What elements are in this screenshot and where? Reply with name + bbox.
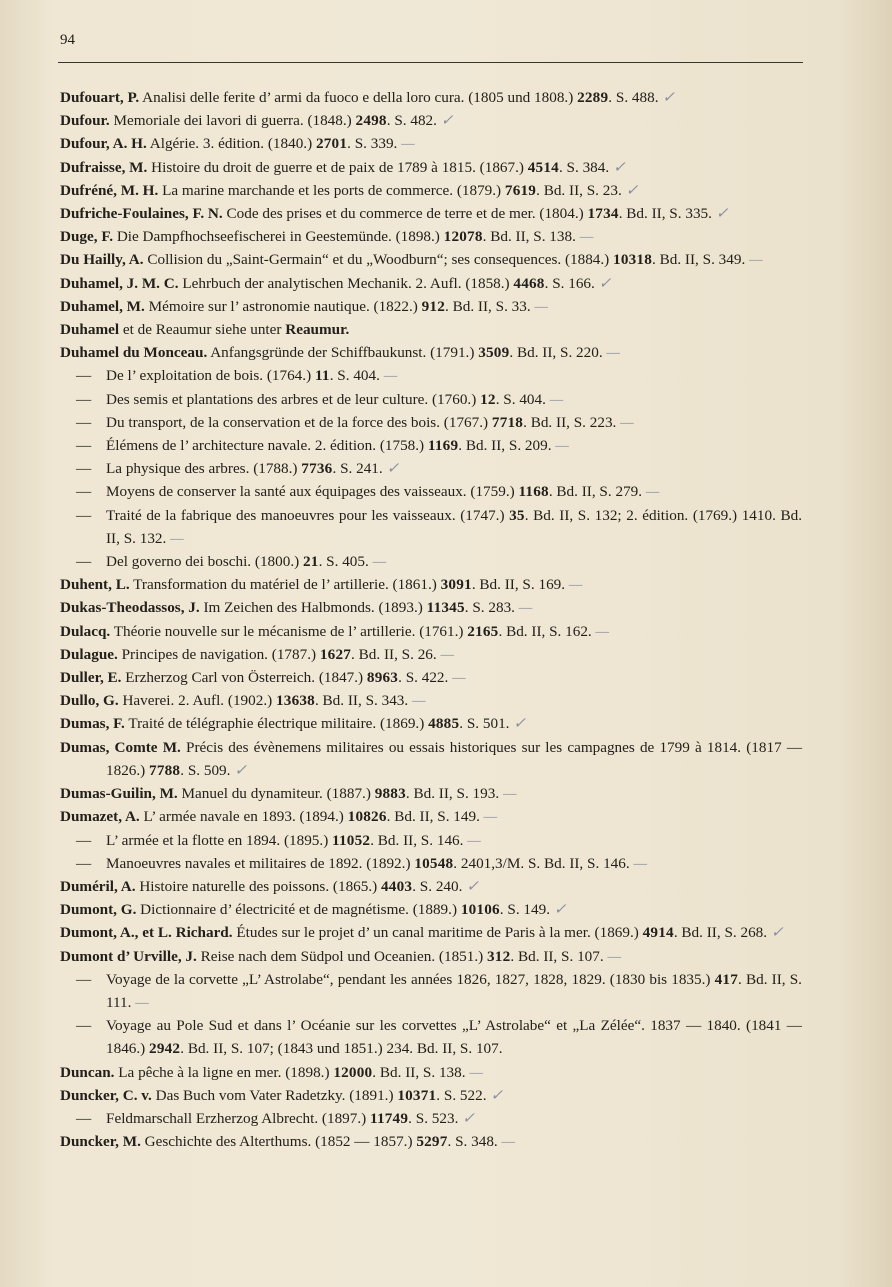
index-entry: [60, 945, 802, 968]
author-name: Du Hailly, A.: [60, 251, 144, 269]
entry-title: L’ armée et la flotte en 1894. (1895.): [106, 831, 333, 849]
entry-title: Algérie. 3. édition. (1840.): [146, 135, 316, 153]
page-reference: . S. 501.: [459, 715, 510, 733]
entry-title: Erzherzog Carl von Österreich. (1847.): [121, 669, 367, 687]
pencil-check-mark: —: [607, 947, 620, 965]
index-entry: [60, 1061, 802, 1084]
pencil-check-mark: ✓: [770, 924, 783, 942]
page-reference: . S. 488.: [608, 89, 659, 106]
page-reference: . S. 404.: [495, 390, 546, 408]
author-name: Duncan.: [60, 1063, 115, 1081]
index-entries: [60, 86, 802, 1153]
pencil-check-mark: —: [483, 808, 497, 826]
page-reference: . S. 241.: [332, 460, 383, 478]
entry-title: La physique des arbres. (1788.): [106, 460, 302, 478]
index-entry: [60, 132, 802, 155]
page-reference: . Bd. II, S. 146.: [370, 831, 464, 849]
index-entry: [60, 341, 802, 364]
catalog-number: 7718: [491, 413, 524, 431]
pencil-check-mark: ✓: [513, 715, 526, 733]
index-entry: [60, 86, 802, 109]
author-name: Duhent, L.: [60, 576, 130, 594]
catalog-number: 2498: [355, 112, 387, 130]
index-entry: [60, 921, 802, 944]
ditto-dash: —: [76, 437, 92, 455]
pencil-check-mark: —: [620, 413, 633, 431]
header-rule: [58, 62, 803, 63]
page-reference: . S. 240.: [412, 877, 463, 895]
index-entry: [60, 875, 802, 898]
sub-entry: [60, 550, 802, 573]
page-reference: . Bd. II, S. 138.: [482, 228, 576, 246]
entry-title: Voyage de la corvette „L’ Astrolabe“, pendant les années 1826, 1827, 1828, 1829. (1830 bis 1835.): [106, 970, 715, 988]
page-reference: . S. 422.: [398, 669, 449, 687]
page-reference: . Bd. II, S. 149.: [386, 808, 480, 826]
entry-title: Das Buch vom Vater Radetzky. (1891.): [151, 1086, 398, 1104]
author-name: Dumas, Comte M.: [60, 738, 181, 756]
catalog-number: 11345: [426, 599, 465, 617]
pencil-check-mark: —: [534, 297, 547, 315]
sub-entry: [60, 411, 802, 434]
index-entry: [60, 712, 802, 735]
index-entry: [60, 620, 802, 643]
entry-title: Précis des évènemens militaires ou essais historiques sur les campagnes de 1799 à 1814. (1817 — 1826.): [106, 738, 803, 779]
page-reference: . Bd. II, S. 162.: [498, 622, 592, 640]
page-reference: . Bd. II, S. 193.: [405, 785, 500, 803]
index-entry: [60, 295, 802, 318]
cross-reference: Reaumur.: [285, 321, 350, 339]
catalog-number: 1168: [518, 483, 549, 501]
catalog-number: 2165: [467, 622, 499, 640]
sub-entry: [60, 388, 802, 411]
catalog-number: 1169: [427, 437, 459, 455]
entry-title: Code des prises et du commerce de terre et de mer. (1804.): [222, 205, 588, 223]
index-entry: [60, 156, 802, 179]
entry-title: Manuel du dynamiteur. (1887.): [177, 785, 375, 803]
index-entry: [60, 898, 802, 921]
pencil-check-mark: ✓: [440, 112, 453, 130]
entry-title: Transformation du matériel de l’ artillerie. (1861.): [129, 576, 441, 594]
author-name: Dulacq.: [60, 622, 111, 640]
index-entry: [60, 202, 802, 225]
entry-title: Collision du „Saint-Germain“ et du „Woodburn“; ses consequences. (1884.): [143, 251, 614, 269]
catalog-number: 7619: [504, 181, 537, 199]
page-reference: . S. 404.: [329, 367, 380, 385]
pencil-check-mark: ✓: [466, 877, 478, 895]
entry-title: Anfangsgründe der Schiffbaukunst. (1791.): [207, 344, 479, 362]
ditto-dash: —: [76, 413, 92, 431]
index-entry: [60, 1130, 802, 1153]
entry-title: Des semis et plantations des arbres et de leur culture. (1760.): [106, 390, 481, 408]
catalog-number: 3509: [478, 344, 510, 362]
index-entry: [60, 272, 802, 295]
entry-title: Reise nach dem Südpol und Oceanien. (1851.): [196, 947, 488, 965]
catalog-number: 7788: [149, 761, 181, 779]
sub-entry: [60, 1014, 802, 1060]
catalog-number: 9883: [374, 785, 406, 803]
entry-title: De l’ exploitation de bois. (1764.): [106, 367, 315, 385]
ditto-dash: —: [76, 854, 92, 872]
ditto-dash: —: [76, 367, 92, 385]
entry-title: Théorie nouvelle sur le mécanisme de l’ artillerie. (1761.): [110, 622, 468, 640]
pencil-check-mark: ✓: [386, 460, 399, 478]
entry-title: Traité de télégraphie électrique militaire. (1869.): [124, 715, 429, 733]
author-name: Dufour, A. H.: [60, 135, 147, 153]
sub-entry: [60, 968, 802, 1014]
author-name: Duncker, C. v.: [60, 1086, 152, 1104]
entry-title: Histoire naturelle des poissons. (1865.): [135, 877, 382, 895]
page-reference: . Bd. II, S. 107; (1843 und 1851.) 234. Bd. II, S. 107.: [180, 1040, 503, 1058]
page-reference: . Bd. II, S. 349.: [652, 251, 746, 269]
catalog-number: 21: [302, 553, 319, 571]
pencil-check-mark: —: [633, 854, 646, 872]
catalog-number: 12078: [443, 228, 483, 246]
page-reference: . S. 283.: [464, 599, 515, 617]
catalog-number: 1734: [587, 205, 619, 223]
pencil-check-mark: —: [135, 993, 148, 1011]
entry-title: Études sur le projet d’ un canal maritime de Paris à la mer. (1869.): [232, 924, 643, 942]
page-reference: . Bd. II, S. 209.: [458, 437, 552, 455]
page-reference: . Bd. II, S. 343.: [314, 692, 409, 710]
sub-entry: [60, 480, 802, 503]
pencil-check-mark: —: [595, 622, 609, 640]
catalog-number: 2289: [577, 89, 609, 106]
catalog-number: 3091: [440, 576, 472, 594]
pencil-check-mark: —: [549, 390, 563, 408]
page-reference: . Bd. II, S. 33.: [445, 297, 531, 315]
entry-title: La pêche à la ligne en mer. (1898.): [114, 1063, 334, 1081]
index-entry: [60, 643, 802, 666]
pencil-check-mark: —: [372, 553, 386, 571]
catalog-number: 10106: [460, 901, 500, 919]
pencil-check-mark: —: [555, 437, 568, 455]
index-entry: [60, 573, 802, 596]
page-reference: . Bd. II, S. 169.: [471, 576, 566, 594]
index-entry: [60, 225, 802, 248]
pencil-check-mark: —: [502, 785, 516, 803]
sub-entry: [60, 852, 802, 875]
author-name: Duge, F.: [60, 228, 114, 246]
entry-title: Manoeuvres navales et militaires de 1892. (1892.): [106, 854, 415, 872]
author-name: Duhamel, M.: [60, 297, 145, 315]
catalog-number: 417: [714, 970, 739, 988]
catalog-number: 4885: [428, 715, 460, 733]
pencil-check-mark: —: [568, 576, 582, 594]
entry-title: Traité de la fabrique des manoeuvres pour les vaisseaux. (1747.): [106, 506, 510, 524]
pencil-check-mark: —: [170, 529, 183, 547]
entry-title: Del governo dei boschi. (1800.): [106, 553, 303, 571]
entry-title: Mémoire sur l’ astronomie nautique. (1822.): [144, 297, 422, 315]
pencil-check-mark: —: [469, 1063, 482, 1081]
catalog-number: 4914: [642, 924, 674, 942]
page-reference: . Bd. II, S. 279.: [548, 483, 643, 501]
page-reference: . Bd. II, S. 335.: [618, 205, 712, 223]
author-name: Dumas, F.: [60, 715, 125, 733]
author-name: Duhamel: [60, 321, 120, 339]
entry-title: Analisi delle ferite d’ armi da fuoco e della loro cura. (1805 und 1808.): [139, 89, 578, 106]
entry-title: et de Reaumur siehe unter: [119, 321, 286, 339]
entry-title: Élémens de l’ architecture navale. 2. édition. (1758.): [106, 437, 428, 455]
page-reference: . S. 149.: [499, 901, 550, 919]
page-reference: . S. 522.: [436, 1086, 487, 1104]
catalog-number: 7736: [301, 460, 333, 478]
author-name: Dufriche-Foulaines, F. N.: [60, 205, 223, 223]
index-entry: [60, 248, 802, 271]
catalog-number: 4468: [513, 274, 545, 292]
author-name: Dulague.: [60, 645, 118, 663]
catalog-number: 13638: [275, 692, 315, 710]
index-entry: [60, 736, 802, 782]
index-entry: [60, 318, 802, 341]
author-name: Dumazet, A.: [60, 808, 140, 826]
pencil-check-mark: —: [467, 831, 480, 849]
page-reference: . S. 509.: [180, 761, 231, 779]
catalog-number: 10548: [414, 854, 454, 872]
pencil-check-mark: —: [383, 367, 397, 385]
pencil-check-mark: —: [749, 251, 762, 269]
page-reference: . Bd. II, S. 220.: [509, 344, 603, 362]
index-entry: [60, 666, 802, 689]
catalog-number: 2701: [315, 135, 348, 153]
page-reference: . Bd. II, S. 23.: [536, 181, 622, 199]
catalog-number: 35: [509, 506, 525, 524]
catalog-number: 4514: [527, 158, 559, 176]
page-reference: . S. 339.: [347, 135, 398, 153]
entry-title: Voyage au Pole Sud et dans l’ Océanie sur les corvettes „L’ Astrolabe“ et „La Zélée“. 1837 — 1840. (1841 — 1846.): [106, 1017, 802, 1058]
pencil-check-mark: —: [452, 669, 465, 687]
catalog-number: 4403: [381, 877, 413, 895]
page-reference: . Bd. II, S. 132; 2. édition. (1769.) 1410. Bd. II, S. 132.: [106, 506, 803, 547]
page-reference: . S. 384.: [558, 158, 610, 176]
author-name: Dufraisse, M.: [60, 158, 148, 176]
page-reference: . 2401,3/M. S. Bd. II, S. 146.: [453, 854, 630, 872]
page-number: 94: [60, 32, 75, 48]
entry-title: Moyens de conserver la santé aux équipages des vaisseaux. (1759.): [106, 483, 519, 501]
entry-title: Principes de navigation. (1787.): [117, 645, 320, 663]
pencil-check-mark: —: [645, 483, 659, 501]
page-reference: . Bd. II, S. 268.: [673, 924, 768, 942]
catalog-number: 5297: [416, 1133, 448, 1151]
entry-title: L’ armée navale en 1893. (1894.): [139, 808, 348, 826]
index-entry: [60, 109, 802, 132]
entry-title: Haverei. 2. Aufl. (1902.): [118, 692, 276, 710]
entry-title: Im Zeichen des Halbmonds. (1893.): [199, 599, 427, 617]
entry-title: Du transport, de la conservation et de la force des bois. (1767.): [106, 413, 492, 431]
sub-entry: [60, 1107, 802, 1130]
page-reference: . Bd. II, S. 138.: [372, 1063, 466, 1081]
index-entry: [60, 596, 802, 619]
entry-title: Feldmarschall Erzherzog Albrecht. (1897.): [106, 1109, 371, 1127]
author-name: Dumont d’ Urville, J.: [60, 947, 197, 965]
entry-title: Lehrbuch der analytischen Mechanik. 2. Aufl. (1858.): [178, 274, 514, 292]
catalog-number: 1627: [319, 645, 352, 663]
author-name: Dullo, G.: [60, 692, 119, 710]
entry-title: Dictionnaire d’ électricité et de magnétisme. (1889.): [136, 901, 461, 919]
author-name: Duhamel du Monceau.: [60, 344, 208, 362]
author-name: Dumont, A., et L. Richard.: [60, 924, 233, 942]
page-reference: . Bd. II, S. 107.: [510, 947, 604, 965]
sub-entry: [60, 504, 802, 550]
sub-entry: [60, 457, 802, 480]
ditto-dash: —: [76, 1017, 92, 1035]
catalog-number: 12: [480, 390, 496, 408]
catalog-number: 10826: [347, 808, 387, 826]
pencil-check-mark: —: [440, 645, 454, 663]
pencil-check-mark: ✓: [662, 89, 675, 106]
pencil-check-mark: ✓: [612, 158, 625, 176]
pencil-check-mark: —: [606, 344, 619, 362]
catalog-number: 2942: [149, 1040, 181, 1058]
pencil-check-mark: ✓: [462, 1109, 474, 1127]
entry-title: Histoire du droit de guerre et de paix de 1789 à 1815. (1867.): [147, 158, 528, 176]
catalog-number: 8963: [366, 669, 399, 687]
catalog-number: 10371: [397, 1086, 437, 1104]
page-reference: . S. 348.: [447, 1133, 498, 1151]
catalog-number: 11052: [332, 831, 371, 849]
index-entry: [60, 782, 802, 805]
pencil-check-mark: —: [518, 599, 532, 617]
author-name: Dufouart, P.: [60, 89, 140, 106]
catalog-number: 912: [421, 297, 446, 315]
page-reference: . Bd. II, S. 26.: [351, 645, 437, 663]
index-entry: [60, 805, 802, 828]
catalog-number: 10318: [613, 251, 653, 269]
page-reference: . S. 523.: [408, 1109, 459, 1127]
page-reference: . Bd. II, S. 223.: [523, 413, 617, 431]
page-reference: . S. 482.: [386, 112, 437, 130]
sub-entry: [60, 829, 802, 852]
ditto-dash: —: [76, 1109, 92, 1127]
sub-entry: [60, 434, 802, 457]
ditto-dash: —: [76, 970, 92, 988]
pencil-check-mark: —: [401, 135, 414, 153]
ditto-dash: —: [76, 553, 92, 571]
ditto-dash: —: [76, 460, 92, 478]
catalog-number: 11: [314, 367, 330, 385]
entry-title: Die Dampfhochseefischerei in Geestemünde. (1898.): [113, 228, 444, 246]
author-name: Dufour.: [60, 112, 110, 130]
entry-title: La marine marchande et les ports de commerce. (1879.): [158, 181, 505, 199]
catalog-number: 11749: [370, 1109, 409, 1127]
ditto-dash: —: [76, 483, 92, 501]
pencil-check-mark: ✓: [553, 901, 566, 919]
entry-title: Memoriale dei lavori di guerra. (1848.): [109, 112, 356, 130]
index-entry: [60, 689, 802, 712]
author-name: Duller, E.: [60, 669, 122, 687]
catalog-number: 12000: [333, 1063, 373, 1081]
pencil-check-mark: —: [412, 692, 425, 710]
entry-title: Geschichte des Alterthums. (1852 — 1857.): [140, 1133, 417, 1151]
page-reference: . S. 405.: [318, 553, 369, 571]
author-name: Dumas-Guilin, M.: [60, 785, 178, 803]
author-name: Duméril, A.: [60, 877, 136, 895]
author-name: Dumont, G.: [60, 901, 137, 919]
page-reference: . S. 166.: [544, 274, 595, 292]
sub-entry: [60, 364, 802, 387]
pencil-check-mark: —: [579, 228, 593, 246]
ditto-dash: —: [76, 506, 92, 524]
author-name: Duncker, M.: [60, 1133, 141, 1151]
index-entry: [60, 1084, 802, 1107]
ditto-dash: —: [76, 390, 92, 408]
author-name: Duhamel, J. M. C.: [60, 274, 179, 292]
page-reference: . Bd. II, S. 111.: [106, 970, 802, 1011]
catalog-number: 312: [487, 947, 511, 965]
index-entry: [60, 179, 802, 202]
pencil-check-mark: ✓: [715, 205, 728, 223]
pencil-check-mark: —: [501, 1133, 515, 1151]
pencil-check-mark: ✓: [490, 1086, 503, 1104]
ditto-dash: —: [76, 831, 92, 849]
author-name: Dukas-Theodassos, J.: [60, 599, 200, 617]
pencil-check-mark: ✓: [625, 181, 638, 199]
pencil-check-mark: ✓: [598, 274, 611, 292]
author-name: Dufréné, M. H.: [60, 181, 159, 199]
pencil-check-mark: ✓: [234, 761, 246, 779]
